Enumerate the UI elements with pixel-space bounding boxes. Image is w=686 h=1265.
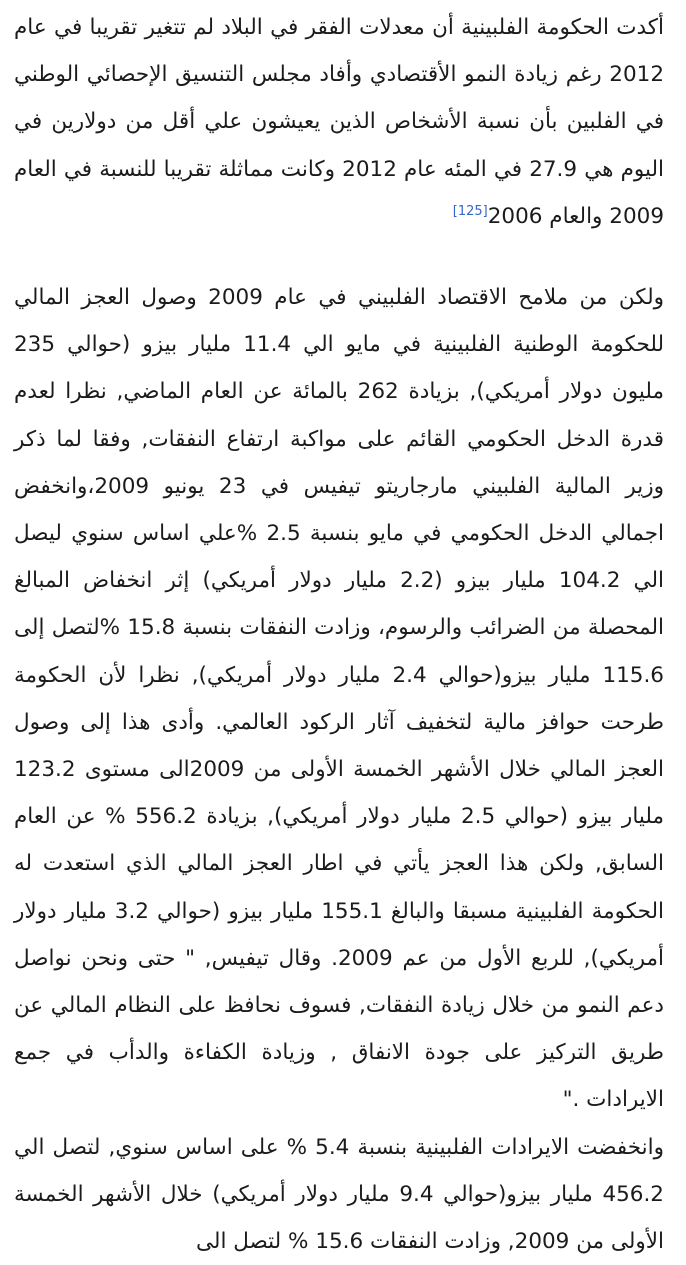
paragraph-fiscal-deficit (14, 274, 664, 1124)
paragraph-revenue-decline (14, 1124, 664, 1265)
paragraph-revenue-decline-text: وانخفضت الايرادات الفلبينية بنسبة 5.4 % على اساس سنوي, لتصل الي 456.2 مليار بيزو(حوالي 9.4 مليار دولار أمريكي) خلال الأشهر الخمسة الأولى من 2009, وزادت النفقات 15.6 % لتصل الى (14, 1134, 664, 1255)
citation-link[interactable]: [125] (452, 203, 488, 219)
paragraph-fiscal-deficit-text: ولكن من ملامح الاقتصاد الفلبيني في عام 2009 وصول العجز المالي للحكومة الوطنية الفلبينية في مايو الي 11.4 مليار بيزو (حوالي 235 مليون دولار أمريكي), بزيادة 262 بالمائة عن العام الماضي, نظرا لعدم قدرة الدخل الحكومي القائم على مواكبة ارتفاع النفقات, وفقا لما ذكر وزير المالية الفلبيني مارجاريتو تيفيس في 23 يونيو 2009،وانخفض اجمالي الدخل الحكومي في مايو بنسبة 2.5 %علي اساس سنوي ليصل الي 104.2 مليار بيزو (2.2 مليار دولار أمريكي) إثر انخفاض المبالغ المحصلة من الضرائب والرسوم، وزادت النفقات بنسبة 15.8 %لتصل إلى 115.6 مليار بيزو(حوالي 2.4 مليار دولار أمريكي), نظرا لأن الحكومة طرحت حوافز مالية لتخفيف آثار الركود العالمي. وأدى هذا إلى وصول العجز المالي خلال الأشهر الخمسة الأولى من 2009الى مستوى 123.2 مليار بيزو (حوالي 2.5 مليار دولار أمريكي), بزيادة 556.2 % عن العام السابق, ولكن هذا العجز يأتي في اطار العجز المالي الذي استعدت له الحكومة الفلبينية مسبقا والبالغ 155.1 مليار بيزو (حوالي 3.2 مليار دولار أمريكي), للربع الأول من عم 2009. وقال تيفيس, " حتى ونحن نواصل دعم النمو من خلال زيادة النفقات, فسوف نحافظ على النظام المالي عن طريق التركيز على جودة الانفاق , وزيادة الكفاءة والدأب في جمع الايرادات ." (14, 285, 665, 1113)
paragraph-poverty-rates (14, 4, 664, 240)
paragraph-poverty-rates-text: أكدت الحكومة الفلبينية أن معدلات الفقر في البلاد لم تتغير تقريبا في عام 2012 رغم زيادة النمو الأقتصادي وأفاد مجلس التنسيق الإحصائي الوطني في الفلبين بأن نسبة الأشخاص الذين يعيشون علي أقل من دولارين في اليوم هي 27.9 في المئه عام 2012 وكانت مماثلة تقريبا للنسبة في العام 2009 والعام 2006 (14, 15, 665, 229)
